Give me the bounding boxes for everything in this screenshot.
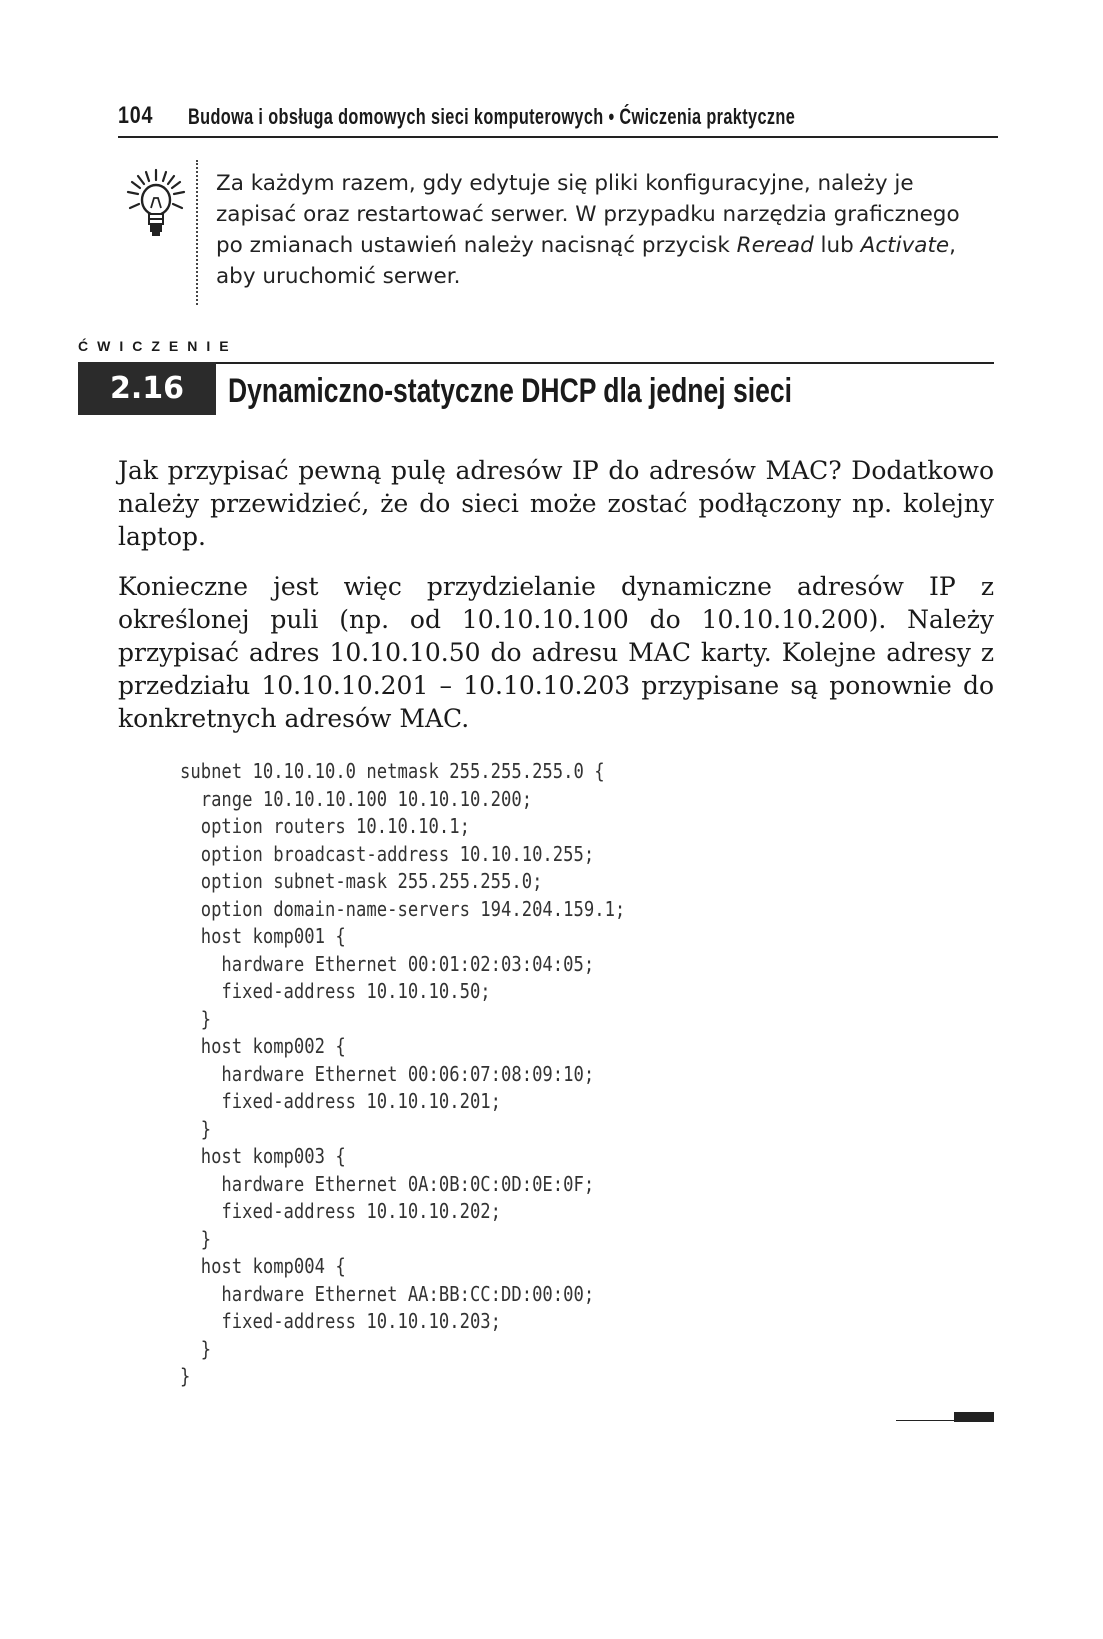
end-mark-thin bbox=[896, 1420, 956, 1421]
running-header bbox=[118, 100, 998, 138]
exercise-rule bbox=[216, 362, 994, 364]
book-title: Budowa i obsługa domowych sieci komputerowych • Ćwiczenia praktyczne bbox=[188, 104, 796, 129]
page-number: 104 bbox=[118, 102, 154, 129]
exercise-title: Dynamiczno-statyczne DHCP dla jednej sieci bbox=[228, 372, 792, 410]
activate-term: Activate bbox=[860, 233, 950, 258]
exercise-label: ĆWICZENIE bbox=[78, 338, 238, 354]
exercise-number: 2.16 bbox=[78, 362, 216, 415]
tip-box bbox=[118, 160, 978, 305]
tip-text-lub: lub bbox=[813, 233, 861, 258]
tip-text-main: Za każdym razem, gdy edytuje się pliki konfiguracyjne, należy je zapisać oraz restartować serwer. W przypadku narzędzia graficznego po zmianach ustawień należy nacisnąć przycisk bbox=[216, 171, 960, 258]
tip-divider bbox=[196, 160, 198, 305]
tip-text-tail: , aby uruchomić serwer. bbox=[216, 233, 956, 289]
lightbulb-icon bbox=[126, 168, 186, 240]
tip-text bbox=[216, 168, 976, 292]
code-listing: subnet 10.10.10.0 netmask 255.255.255.0 { range 10.10.10.100 10.10.10.200; option routers 10.10.10.1; option broadcast-address 10.10.10.255; option subnet-mask 255.255.255.0; option domain-name-servers 194.204.159.1; host komp001 { hardware Ethernet 00:01:02:03:04:05; fixed-address 10.10.10.50; } host komp002 { hardware Ethernet 00:06:07:08:09:10; fixed-address 10.10.10.201; } host komp003 { hardware Ethernet 0A:0B:0C:0D:0E:0F; fixed-address 10.10.10.202; } host komp004 { hardware Ethernet AA:BB:CC:DD:00:00; fixed-address 10.10.10.203; } } bbox=[180, 759, 626, 1388]
reread-term: Reread bbox=[736, 233, 814, 258]
end-mark-thick bbox=[954, 1412, 994, 1422]
section-end-mark bbox=[896, 1412, 994, 1422]
paragraph-1: Jak przypisać pewną pulę adresów IP do adresów MAC? Dodatkowo należy przewidzieć, że do sieci może zostać podłączony np. kolejny laptop. bbox=[118, 456, 994, 551]
paragraph-2: Konieczne jest więc przydzielanie dynamiczne adresów IP z określonej puli (np. od 10.10.10.100 do 10.10.10.200). Należy przypisać adres 10.10.10.50 do adresu MAC karty. Kolejne adresy z przedziału 10.10.10.201 – 10.10.10.203 przypisane są ponownie do konkretnych adresów MAC. bbox=[118, 572, 994, 733]
